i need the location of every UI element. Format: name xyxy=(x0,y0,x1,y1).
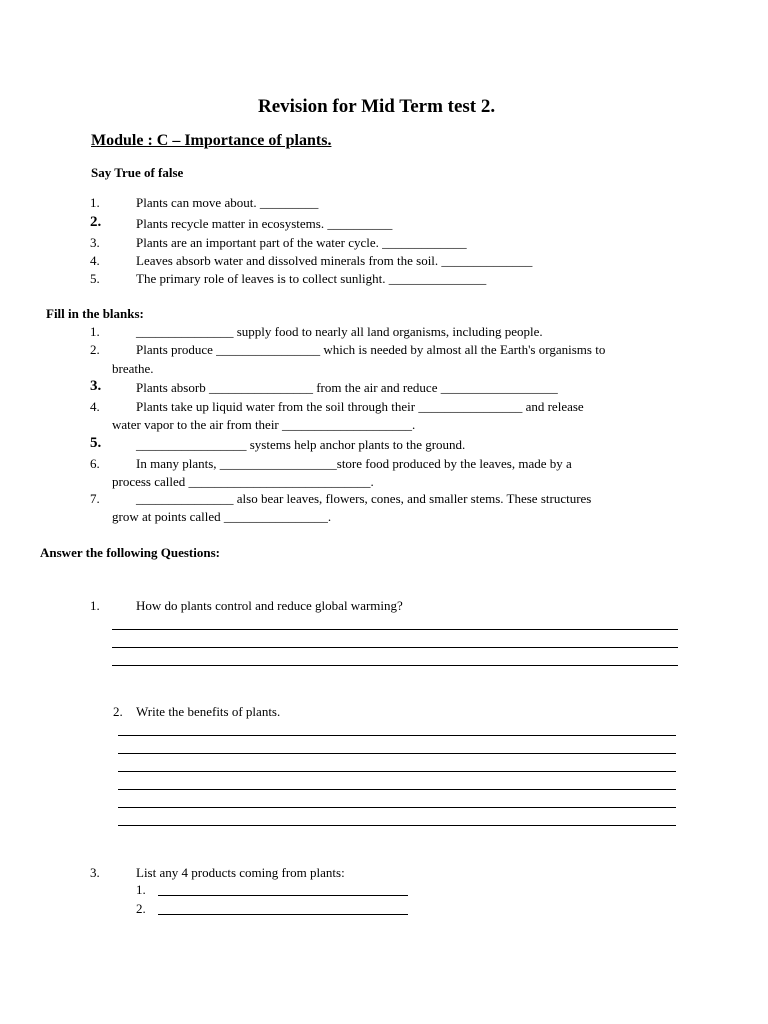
question-text: List any 4 products coming from plants: xyxy=(136,865,345,880)
fb-number: 1. xyxy=(90,324,100,339)
fb-continuation: water vapor to the air from their ____________________. xyxy=(112,417,416,432)
fb-statement: In many plants, __________________store food produced by the leaves, made by a xyxy=(136,456,572,471)
question-number: 1. xyxy=(90,598,100,613)
fill-blanks-heading: Fill in the blanks: xyxy=(46,306,144,321)
fb-number: 5. xyxy=(90,435,102,451)
true-false-heading: Say True of false xyxy=(91,165,184,180)
tf-number: 5. xyxy=(90,271,100,286)
answer-line[interactable] xyxy=(112,665,678,666)
answer-line[interactable] xyxy=(112,629,678,630)
fb-continuation: process called ____________________________. xyxy=(112,474,374,489)
question-text: How do plants control and reduce global warming? xyxy=(136,598,403,613)
tf-number: 3. xyxy=(90,235,100,250)
tf-statement: Plants recycle matter in ecosystems. __________ xyxy=(136,216,393,231)
fb-continuation: breathe. xyxy=(112,361,154,376)
question-number: 3. xyxy=(90,865,100,880)
tf-number: 1. xyxy=(90,195,100,210)
tf-statement: Plants can move about. _________ xyxy=(136,195,319,210)
product-number: 2. xyxy=(136,901,146,916)
product-answer-line[interactable] xyxy=(158,895,408,896)
product-answer-line[interactable] xyxy=(158,914,408,915)
tf-statement: Leaves absorb water and dissolved minerals from the soil. ______________ xyxy=(136,253,533,268)
tf-number: 4. xyxy=(90,253,100,268)
answer-line[interactable] xyxy=(118,771,676,772)
fb-number: 2. xyxy=(90,342,100,357)
fb-number: 6. xyxy=(90,456,100,471)
answer-line[interactable] xyxy=(118,789,676,790)
question-number: 2. xyxy=(113,704,123,719)
page-title: Revision for Mid Term test 2. xyxy=(258,96,496,117)
module-heading: Module : C – Importance of plants. xyxy=(91,132,332,149)
question-text: Write the benefits of plants. xyxy=(136,704,281,719)
questions-heading: Answer the following Questions: xyxy=(40,545,220,560)
fb-statement: Plants produce ________________ which is needed by almost all the Earth's organisms to xyxy=(136,342,606,357)
fb-continuation: grow at points called ________________. xyxy=(112,509,332,524)
answer-line[interactable] xyxy=(118,825,676,826)
tf-statement: The primary role of leaves is to collect sunlight. _______________ xyxy=(136,271,487,286)
answer-line[interactable] xyxy=(112,647,678,648)
tf-number: 2. xyxy=(90,214,102,230)
fb-statement: Plants absorb ________________ from the air and reduce __________________ xyxy=(136,380,558,395)
answer-line[interactable] xyxy=(118,735,676,736)
fb-number: 4. xyxy=(90,399,100,414)
fb-statement: Plants take up liquid water from the soil through their ________________ and release xyxy=(136,399,584,414)
fb-statement: _________________ systems help anchor plants to the ground. xyxy=(136,437,466,452)
tf-statement: Plants are an important part of the water cycle. _____________ xyxy=(136,235,467,250)
fb-number: 7. xyxy=(90,491,100,506)
answer-line[interactable] xyxy=(118,807,676,808)
fb-statement: _______________ supply food to nearly all land organisms, including people. xyxy=(136,324,543,339)
product-number: 1. xyxy=(136,882,146,897)
answer-line[interactable] xyxy=(118,753,676,754)
fb-statement: _______________ also bear leaves, flowers, cones, and smaller stems. These structures xyxy=(136,491,592,506)
fb-number: 3. xyxy=(90,378,102,394)
